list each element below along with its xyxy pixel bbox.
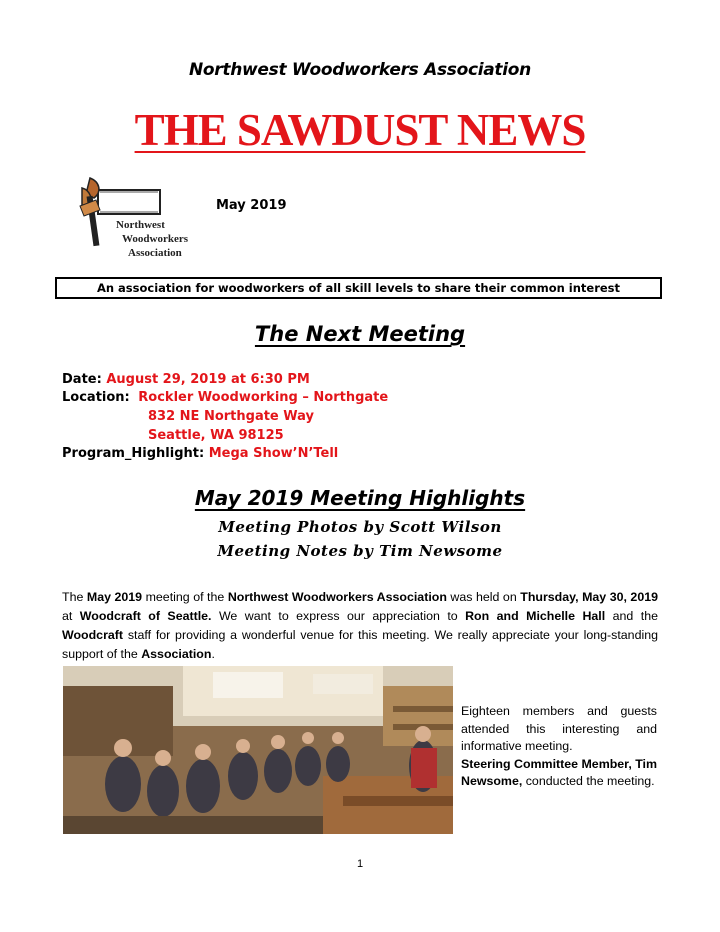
conductor-sentence: Steering Committee Member, Tim Newsome, conducted the meeting. (461, 756, 658, 788)
meeting-location-row (62, 390, 388, 406)
notes-credit: Meeting Notes by Tim Newsome (217, 542, 503, 560)
highlights-heading: May 2019 Meeting Highlights (194, 486, 526, 510)
logo-text-line: Woodworkers (122, 233, 188, 245)
attendance-sentence: Eighteen members and guests attended this interesting and informative meeting. (461, 704, 657, 753)
date-value: August 29, 2019 at 6:30 PM (106, 372, 310, 387)
newsletter-title: THE SAWDUST NEWS (134, 105, 586, 155)
page-number: 1 (356, 858, 364, 870)
meeting-program-row (62, 446, 338, 462)
issue-date: May 2019 (216, 198, 287, 213)
meeting-date-row (62, 372, 310, 388)
program-label: Program_Highlight: (62, 446, 205, 461)
logo-text-line: Northwest (116, 219, 165, 231)
location-street: 832 NE Northgate Way (148, 409, 314, 424)
meeting-photo (63, 666, 453, 834)
intro-paragraph: The May 2019 meeting of the Northwest Woodworkers Association was held on Thursday, May 30, 2019 at Woodcraft of Seattle. We want to express our appreciation to Ron and Michelle Hall and the Woodcraft staff for providing a wonderful venue for this meeting. We really appreciate your long-standing support of the Association. (62, 590, 658, 661)
next-meeting-heading: The Next Meeting (254, 322, 466, 346)
location-city: Seattle, WA 98125 (148, 428, 284, 443)
attendance-text (461, 703, 657, 791)
photo-credit: Meeting Photos by Scott Wilson (218, 518, 502, 536)
logo-text-line: Association (128, 247, 182, 259)
program-value: Mega Show’N’Tell (208, 446, 339, 461)
location-label: Location: (62, 390, 130, 405)
association-logo (60, 176, 200, 266)
org-name: Northwest Woodworkers Association (189, 60, 531, 80)
tagline-banner: An association for woodworkers of all skill levels to share their common interest (55, 277, 662, 299)
date-label: Date: (62, 372, 102, 387)
location-name: Rockler Woodworking – Northgate (138, 390, 389, 405)
